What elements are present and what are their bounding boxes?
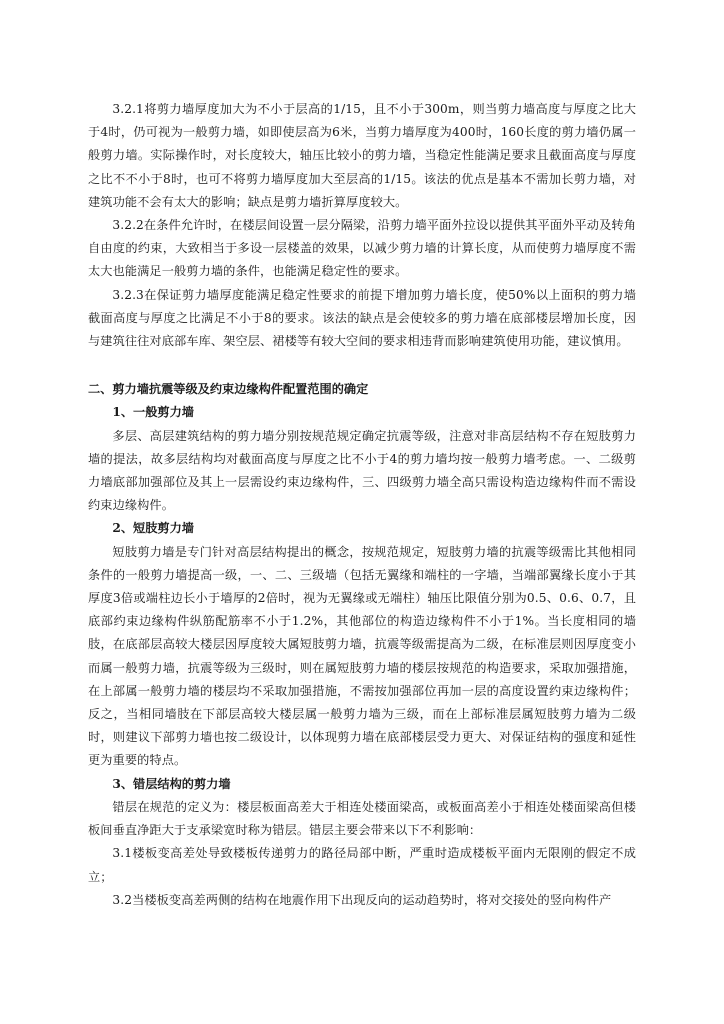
subsection-2-heading: 2、短肢剪力墙	[112, 521, 194, 536]
paragraph-3-2-1: 3.2.1将剪力墙厚度加大为不小于层高的1/15，且不小于300m，则当剪力墙高度与厚度之比大于4时，仍可视为一般剪力墙，如即使层高为6米，当剪力墙厚度为400时，160长度的剪力墙仍属一般剪力墙。实际操作时，对长度较大，轴压比较小的剪力墙，当稳定性能满足要求且截面高度与厚度之比不不小于8时，也可不将剪力墙厚度加大至层高的1/15。该法的优点是基本不需加长剪力墙，对建筑功能不会有太大的影响；缺点是剪力墙折算厚度较大。	[88, 102, 636, 209]
paragraph-general-shear-wall: 多层、高层建筑结构的剪力墙分别按规范规定确定抗震等级，注意对非高层结构不存在短肢剪力墙的提法，故多层结构均对截面高度与厚度之比不小于4的剪力墙均按一般剪力墙考虑。一、二级剪力墙底部加强部位及其上一层需设约束边缘构件，三、四级剪力墙全高只需设构造边缘构件而不需设约束边缘构件。	[88, 428, 636, 513]
document-page	[88, 98, 636, 912]
paragraph-3-2-3: 3.2.3在保证剪力墙厚度能满足稳定性要求的前提下增加剪力墙长度，使50%以上面积的剪力墙截面高度与厚度之比满足不小于8的要求。该法的缺点是会使较多的剪力墙在底部楼层增加长度，因与建筑往往对底部车库、架空层、裙楼等有较大空间的要求相违背而影响建筑使用功能，建议慎用。	[88, 287, 636, 349]
paragraph-staggered-floor-definition: 错层在规范的定义为：楼层板面高差大于相连处楼面梁高，或板面高差小于相连处楼面梁高但楼板间垂直净距大于支承梁宽时称为错层。错层主要会带来以下不利影响：	[88, 799, 636, 838]
paragraph-3-2: 3.2当楼板变高差两侧的结构在地震作用下出现反向的运动趋势时，将对交接处的竖向构件产	[112, 892, 612, 907]
paragraph-3-1: 3.1楼板变高差处导致楼板传递剪力的路径局部中断，严重时造成楼板平面内无限刚的假定不成立；	[88, 846, 636, 884]
subsection-1-heading: 1、一般剪力墙	[112, 405, 194, 420]
paragraph-3-2-2: 3.2.2在条件允许时，在楼层间设置一层分隔梁，沿剪力墙平面外拉设以提供其平面外平动及转角自由度的约束，大致相当于多设一层楼盖的效果，以减少剪力墙的计算长度，从而使剪力墙厚度不需太大也能满足一般剪力墙的条件，也能满足稳定性的要求。	[88, 218, 636, 279]
section-2-heading: 二、剪力墙抗震等级及约束边缘构件配置范围的确定	[88, 382, 369, 397]
paragraph-short-limb-shear-wall: 短肢剪力墙是专门针对高层结构提出的概念，按规范规定，短肢剪力墙的抗震等级需比其他相同条件的一般剪力墙提高一级，一、二、三级墙（包括无翼缘和端柱的一字墙，当端部翼缘长度小于其厚度3倍或端柱边长小于墙厚的2倍时，视为无翼缘或无端柱）轴压比限值分别为0.5、0.6、0.7，且底部约束边缘构件纵筋配筋率不小于1.2%，其他部位的构造边缘构件不小于1%。当长度相同的墙肢，在底部层高较大楼层因厚度较大属短肢剪力墙，抗震等级需提高为二级，在标准层则因厚度变小而属一般剪力墙，抗震等级为三级时，则在属短肢剪力墙的楼层按规范的构造要求，采取加强措施，在上部属一般剪力墙的楼层均不采取加强措施，不需按加强部位再加一层的高度设置约束边缘构件；反之，当相同墙肢在下部层高较大楼层属一般剪力墙为三级，而在上部标准层属短肢剪力墙为二级时，则建议下部剪力墙也按二级设计，以体现剪力墙在底部楼层受力更大、对保证结构的强度和延性更为重要的特点。	[88, 544, 636, 768]
subsection-3-heading: 3、错层结构的剪力墙	[112, 776, 231, 791]
